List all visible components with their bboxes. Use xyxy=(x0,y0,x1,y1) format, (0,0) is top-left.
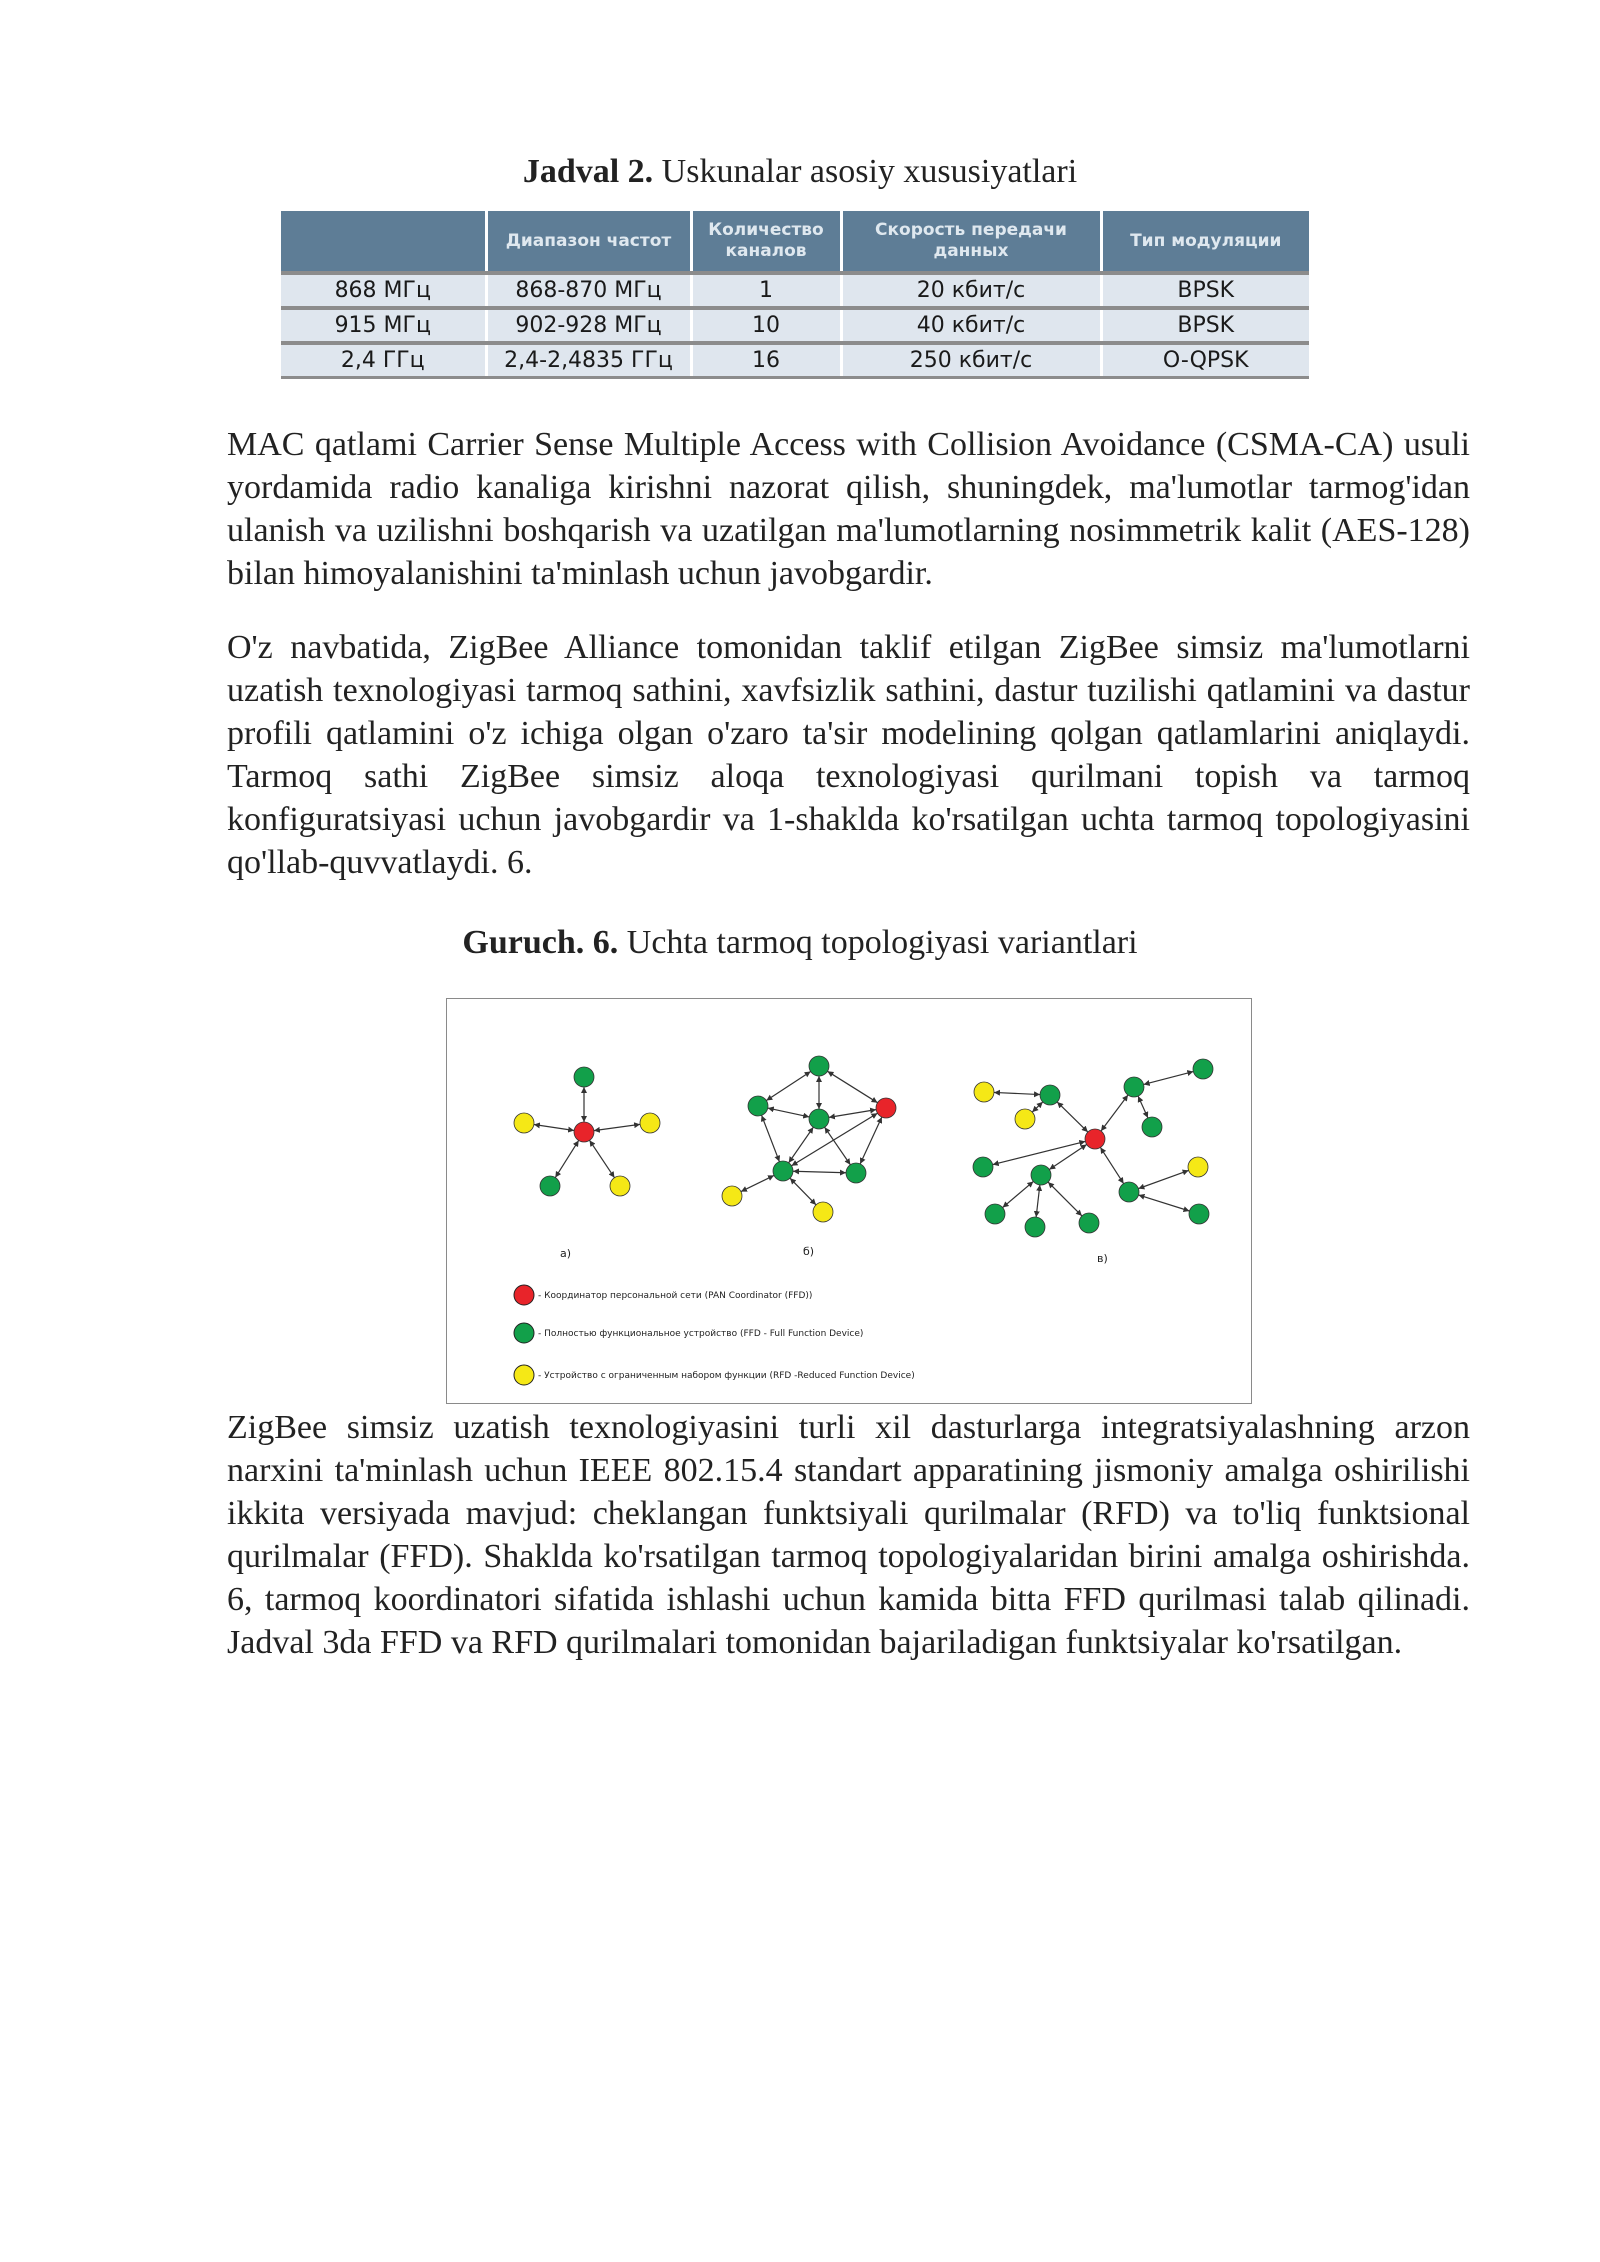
legend-swatch-rfd xyxy=(514,1365,534,1385)
network-link xyxy=(1003,1181,1034,1207)
network-node-ffd xyxy=(809,1056,829,1076)
network-node-ffd xyxy=(1079,1213,1099,1233)
table-caption-number: Jadval 2. xyxy=(522,153,654,190)
paragraph-zigbee-layers: O'z navbatida, ZigBee Alliance tomonidan taklif etilgan ZigBee simsiz ma'lumotlarni uzatish texnologiyasi tarmoq sathini, xavfsizlik sathini, dastur tuzilishi qatlamini va dastur profili qatlamini o'z ichiga olgan o'zaro ta'sir modelining qolgan qatlamlarini aniqlaydi. Tarmoq sathi ZigBee simsiz aloqa texnologiyasi qurilmani topish va tarmoq konfiguratsiyasi uchun javobgardir va 1-shaklda ko'rsatilgan uchta tarmoq topologiyasini qo'llab-quvvatlaydi. 6. xyxy=(227,629,1470,881)
paragraph-rfd-ffd: ZigBee simsiz uzatish texnologiyasini turli xil dasturlarga integratsiyalashning arzon narxini ta'minlash uchun IEEE 802.15.4 standart apparatining jismoniy amalga oshirilishi ikkita versiyada mavjud: cheklangan funktsiyali qurilmalar (RFD) va to'liq funktsional qurilmalar (FFD). Shaklda ko'rsatilgan tarmoq topologiyalaridan birini amalga oshirishda. 6, tarmoq koordinatori sifatida ishlashi uchun kamida bitta FFD qurilmasi talab qilinadi. Jadval 3da FFD va RFD qurilmalari tomonidan bajariladigan funktsiyalar ko'rsatilgan. xyxy=(227,1409,1470,1661)
network-link xyxy=(555,1140,578,1177)
network-link xyxy=(1048,1182,1082,1216)
network-node-rfd xyxy=(514,1113,534,1133)
network-link xyxy=(766,1071,810,1100)
network-node-ffd xyxy=(1193,1059,1213,1079)
network-node-ffd xyxy=(1040,1085,1060,1105)
network-link xyxy=(1049,1145,1086,1170)
network-link xyxy=(1057,1102,1088,1132)
figure-caption xyxy=(0,923,1600,963)
table-cell: 250 кбит/с xyxy=(841,343,1101,378)
network-link xyxy=(1138,1096,1148,1118)
network-node-ffd xyxy=(773,1161,793,1181)
network-link xyxy=(860,1117,882,1164)
network-node-ffd xyxy=(1142,1117,1162,1137)
network-node-ffd xyxy=(809,1109,829,1129)
figure-caption-number: Guruch. 6. xyxy=(462,924,619,961)
table-cell: O-QPSK xyxy=(1101,343,1309,378)
network-node-ffd xyxy=(748,1096,768,1116)
header-data-rate: Скорость передачи данных xyxy=(841,211,1101,273)
sub-label-mesh: б) xyxy=(803,1245,815,1258)
network-link xyxy=(1100,1147,1123,1183)
paragraph-mac-layer: MAC qatlami Carrier Sense Multiple Access with Collision Avoidance (CSMA-CA) usuli yordamida radio kanaliga kirishni nazorat qilish, shuningdek, ma'lumotlar tarmog'idan ulanish va uzilishni boshqarish va uzatilgan ma'lumotlarning nosimmetrik kalit (AES-128) bilan himoyalanishini ta'minlash uchun javobgardir. xyxy=(227,426,1470,592)
network-link xyxy=(993,1141,1086,1164)
network-node-ffd xyxy=(1189,1204,1209,1224)
table-caption-text: Uskunalar asosiy xususiyatlari xyxy=(653,153,1078,190)
network-node-rfd xyxy=(1188,1157,1208,1177)
network-link xyxy=(1138,1170,1188,1188)
table-cell: BPSK xyxy=(1101,308,1309,343)
network-link xyxy=(994,1092,1040,1094)
header-modulation: Тип модуляции xyxy=(1101,211,1309,273)
network-link xyxy=(1139,1195,1190,1211)
network-node-ffd xyxy=(1031,1165,1051,1185)
table-cell: 902-928 МГц xyxy=(486,308,691,343)
table-caption xyxy=(0,152,1600,192)
legend-text-rfd: - Устройство с ограниченным набором функции (RFD -Reduced Function Device) xyxy=(538,1371,915,1381)
legend-text-coordinator: - Координатор персональной сети (PAN Coordinator (FFD)) xyxy=(538,1291,813,1301)
table-cell: 868-870 МГц xyxy=(486,273,691,308)
network-link xyxy=(1144,1072,1194,1085)
header-empty xyxy=(281,211,486,273)
network-link xyxy=(1101,1095,1128,1131)
network-nodes xyxy=(514,1056,1213,1237)
network-node-coordinator xyxy=(1085,1129,1105,1149)
sub-label-star: а) xyxy=(560,1247,572,1260)
table-cell: 20 кбит/с xyxy=(841,273,1101,308)
table-row xyxy=(281,273,1309,308)
table-cell: BPSK xyxy=(1101,273,1309,308)
network-node-coordinator xyxy=(876,1098,896,1118)
network-link xyxy=(741,1175,774,1191)
network-node-ffd xyxy=(985,1204,1005,1224)
network-node-rfd xyxy=(610,1176,630,1196)
table-cell: 10 xyxy=(691,308,841,343)
network-link xyxy=(827,1071,877,1102)
network-link xyxy=(768,1108,809,1117)
network-node-ffd xyxy=(846,1163,866,1183)
network-node-rfd xyxy=(722,1186,742,1206)
table-cell: 40 кбит/с xyxy=(841,308,1101,343)
network-link xyxy=(590,1140,615,1177)
specifications-table xyxy=(281,211,1309,379)
topology-figure xyxy=(446,998,1252,1404)
network-node-rfd xyxy=(974,1082,994,1102)
topology-diagram xyxy=(447,999,1251,1403)
network-link xyxy=(594,1124,640,1130)
network-link xyxy=(825,1127,851,1165)
network-link xyxy=(1036,1185,1040,1217)
table-row xyxy=(281,308,1309,343)
legend-text-ffd: - Полностью функциональное устройство (FFD - Full Function Device) xyxy=(538,1329,864,1339)
network-link xyxy=(790,1178,816,1205)
table-cell: 1 xyxy=(691,273,841,308)
table-cell: 868 МГц xyxy=(281,273,486,308)
network-link xyxy=(789,1127,814,1163)
table-cell: 2,4-2,4835 ГГц xyxy=(486,343,691,378)
table-cell: 16 xyxy=(691,343,841,378)
header-channel-count: Количество каналов xyxy=(691,211,841,273)
network-node-ffd xyxy=(1119,1182,1139,1202)
header-frequency-range: Диапазон частот xyxy=(486,211,691,273)
figure-caption-text: Uchta tarmoq topologiyasi variantlari xyxy=(618,924,1138,961)
network-link xyxy=(1032,1102,1043,1112)
network-node-ffd xyxy=(1124,1077,1144,1097)
network-node-ffd xyxy=(973,1157,993,1177)
table-cell: 915 МГц xyxy=(281,308,486,343)
legend-swatch-coordinator xyxy=(514,1285,534,1305)
network-node-coordinator xyxy=(574,1122,594,1142)
network-node-ffd xyxy=(574,1067,594,1087)
network-link xyxy=(762,1115,780,1161)
network-node-rfd xyxy=(1015,1109,1035,1129)
network-node-rfd xyxy=(640,1113,660,1133)
legend-swatch-ffd xyxy=(514,1323,534,1343)
legend xyxy=(514,1285,915,1385)
network-node-ffd xyxy=(540,1176,560,1196)
network-link xyxy=(534,1124,574,1130)
table-cell: 2,4 ГГц xyxy=(281,343,486,378)
network-link xyxy=(793,1171,846,1172)
sub-label-cluster-tree: в) xyxy=(1097,1252,1108,1265)
table-header-row xyxy=(281,211,1309,273)
network-node-rfd xyxy=(813,1202,833,1222)
table-row xyxy=(281,343,1309,378)
network-link xyxy=(829,1110,876,1118)
network-node-ffd xyxy=(1025,1217,1045,1237)
